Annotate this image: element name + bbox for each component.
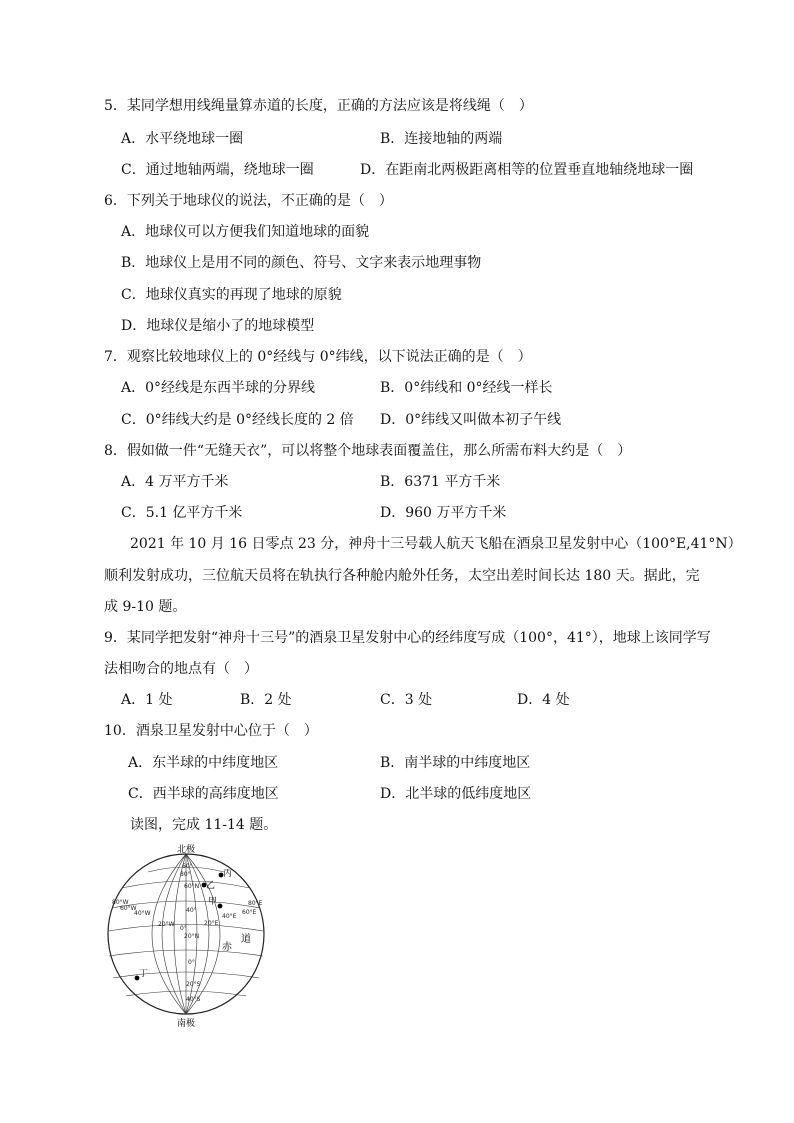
intro-9-10-line1: 2021 年 10 月 16 日零点 23 分，神舟十三号载人航天飞船在酒泉卫星发射中心（100°E,41°N） — [130, 536, 742, 552]
equator-char-2: 道 — [241, 934, 251, 945]
svg-text:甲: 甲 — [208, 897, 218, 907]
longitude-labels — [112, 899, 263, 932]
q8-option-b: B．6371 平方千米 — [380, 474, 501, 490]
q10-stem: 10．酒泉卫星发射中心位于（ ） — [104, 723, 318, 739]
q7-option-d: D．0°纬线又叫做本初子午线 — [380, 412, 562, 428]
q9-stem-line1: 9．某同学把发射“神舟十三号”的酒泉卫星发射中心的经纬度写成（100°，41°），地球上该同学写 — [104, 630, 711, 646]
svg-text:80°W: 80°W — [112, 899, 129, 906]
q10-option-d: D．北半球的低纬度地区 — [380, 786, 532, 802]
q5-stem: 5．某同学想用线绳量算赤道的长度，正确的方法应该是将线绳（ ） — [104, 98, 533, 114]
svg-text:20°E: 20°E — [204, 920, 219, 927]
q8-option-c: C．5.1 亿平方千米 — [121, 505, 243, 521]
svg-text:20°S: 20°S — [186, 981, 201, 988]
latitude-labels — [180, 863, 201, 1003]
svg-text:20°W: 20°W — [158, 921, 175, 928]
q6-option-c: C．地球仪真实的再现了地球的原貌 — [121, 287, 342, 303]
svg-text:40°S: 40°S — [186, 996, 201, 1003]
q7-stem: 7．观察比较地球仪上的 0°经线与 0°纬线，以下说法正确的是（ ） — [104, 349, 532, 365]
q8-option-d: D．960 万平方千米 — [380, 505, 507, 521]
intro-11-14: 读图，完成 11-14 题。 — [130, 817, 278, 833]
q9-option-a: A．1 处 — [121, 692, 173, 708]
south-pole-label: 南极 — [176, 1019, 196, 1028]
svg-text:60°W: 60°W — [120, 905, 137, 912]
q6-option-d: D．地球仪是缩小了的地球模型 — [121, 318, 315, 334]
q5-option-a: A．水平绕地球一圈 — [121, 131, 244, 147]
q5-option-b: B．连接地轴的两端 — [380, 131, 503, 147]
svg-text:0°: 0° — [188, 959, 195, 966]
svg-text:40°W: 40°W — [134, 910, 151, 917]
q7-option-c: C．0°纬线大约是 0°经线长度的 2 倍 — [121, 412, 354, 428]
q10-option-a: A．东半球的中纬度地区 — [128, 755, 279, 771]
q10-option-c: C．西半球的高纬度地区 — [128, 786, 279, 802]
q6-option-a: A．地球仪可以方便我们知道地球的面貌 — [121, 224, 370, 240]
svg-text:40°E: 40°E — [222, 913, 237, 920]
q5-option-c: C．通过地轴两端，绕地球一圈 — [121, 162, 314, 178]
svg-text:丙: 丙 — [223, 869, 233, 879]
svg-text:0°: 0° — [180, 925, 187, 932]
q6-stem: 6．下列关于地球仪的说法，不正确的是（ ） — [104, 193, 393, 209]
q8-option-a: A．4 万平方千米 — [121, 474, 229, 490]
intro-9-10-line2: 顺利发射成功，三位航天员将在轨执行各种舱内舱外任务，太空出差时间长达 180 天。据此，完 — [104, 568, 700, 584]
equator-char-1: 赤 — [222, 942, 232, 953]
point-jia — [218, 904, 223, 909]
svg-text:40°: 40° — [186, 907, 197, 914]
q5-option-d: D．在距南北两极距离相等的位置垂直地轴绕地球一圈 — [360, 162, 694, 178]
q9-option-d: D．4 处 — [517, 692, 570, 708]
svg-text:80°: 80° — [180, 871, 191, 878]
q7-option-a: A．0°经线是东西半球的分界线 — [121, 380, 316, 396]
q6-option-b: B．地球仪上是用不同的颜色、符号、文字来表示地理事物 — [121, 255, 482, 271]
q8-stem: 8．假如做一件“无缝天衣”，可以将整个地球表面覆盖住，那么所需布料大约是（ ） — [104, 443, 632, 459]
intro-9-10-line3: 成 9-10 题。 — [104, 599, 187, 615]
north-pole-label: 北极 — [176, 845, 196, 855]
q9-option-c: C．3 处 — [380, 692, 433, 708]
q10-option-b: B．南半球的中纬度地区 — [380, 755, 531, 771]
svg-text:60°E: 60°E — [242, 909, 257, 916]
svg-text:乙: 乙 — [206, 881, 216, 891]
q9-stem-line2: 法相吻合的地点有（ ） — [104, 661, 258, 677]
q9-option-b: B．2 处 — [240, 692, 292, 708]
svg-text:丁: 丁 — [139, 969, 149, 979]
globe-figure — [100, 838, 280, 1028]
svg-text:60°N: 60°N — [184, 883, 200, 890]
svg-text:20°N: 20°N — [184, 933, 200, 940]
q7-option-b: B．0°纬线和 0°经线一样长 — [380, 380, 553, 396]
svg-text:80°E: 80°E — [248, 900, 263, 907]
svg-text:60°: 60° — [182, 863, 193, 870]
